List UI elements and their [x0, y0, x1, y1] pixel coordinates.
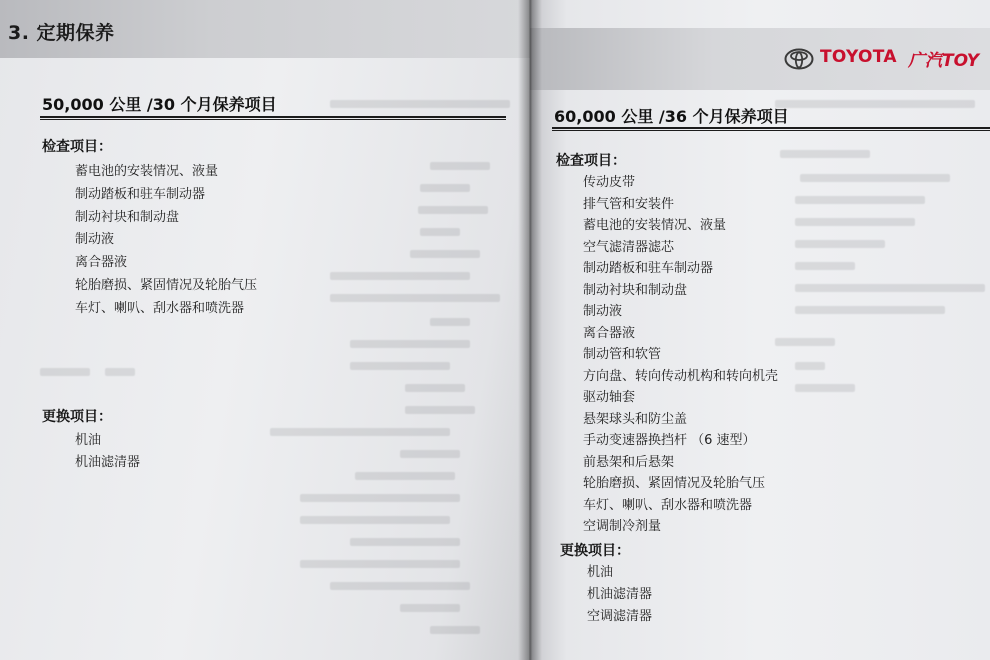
list-item: 离合器液	[75, 255, 128, 271]
list-item: 制动衬块和制动盘	[583, 282, 688, 298]
list-item: 蓄电池的安装情况、液量	[75, 164, 219, 179]
list-item: 空气滤清器滤芯	[583, 239, 675, 255]
list-item: 空调制冷剂量	[583, 519, 662, 534]
section-title-60000: 60,000 公里 /36 个月保养项目	[554, 107, 789, 126]
list-item: 前悬架和后悬架	[583, 454, 675, 470]
brand-name-cn: 广汽TOY	[908, 51, 980, 71]
list-item: 手动变速器换挡杆 （6 速型）	[583, 433, 756, 448]
list-item: 机油滤清器	[587, 587, 653, 602]
toyota-logo-icon	[784, 48, 814, 70]
list-item: 方向盘、转向传动机构和转向机壳	[583, 368, 779, 384]
list-item: 机油滤清器	[75, 455, 141, 470]
replace-item-list	[75, 430, 140, 474]
book-gutter-shadow	[518, 0, 542, 660]
list-item: 制动踏板和驻车制动器	[75, 186, 206, 202]
list-item: 轮胎磨损、紧固情况及轮胎气压	[583, 476, 766, 491]
list-item: 驱动轴套	[583, 390, 636, 405]
list-item: 制动液	[583, 304, 623, 319]
list-item: 制动液	[75, 232, 115, 248]
replace-heading: 更换项目：	[42, 409, 112, 425]
right-page	[530, 0, 990, 660]
list-item: 车灯、喇叭、刮水器和喷洗器	[75, 300, 245, 316]
list-item: 制动踏板和驻车制动器	[583, 261, 714, 276]
inspect-item-list	[75, 161, 257, 321]
list-item: 排气管和安装件	[583, 196, 675, 212]
list-item: 空调滤清器	[587, 609, 653, 624]
list-item: 机油	[75, 433, 102, 448]
replace-heading: 更换项目：	[560, 543, 630, 559]
list-item: 车灯、喇叭、刮水器和喷洗器	[583, 497, 753, 513]
list-item: 蓄电池的安装情况、液量	[583, 218, 727, 233]
section-title-rule	[40, 116, 506, 120]
inspect-heading: 检查项目：	[556, 153, 626, 169]
list-item: 传动皮带	[583, 175, 636, 190]
list-item: 制动衬块和制动盘	[75, 209, 180, 225]
list-item: 机油	[587, 565, 614, 580]
inspect-item-list	[583, 172, 778, 538]
list-item: 悬架球头和防尘盖	[583, 411, 688, 427]
inspect-heading: 检查项目：	[42, 139, 112, 155]
section-title-rule	[552, 127, 990, 131]
list-item: 制动管和软管	[583, 347, 662, 362]
section-title-50000: 50,000 公里 /30 个月保养项目	[42, 95, 277, 114]
chapter-title: 3. 定期保养	[8, 22, 115, 44]
list-item: 离合器液	[583, 325, 636, 341]
list-item: 轮胎磨损、紧固情况及轮胎气压	[75, 277, 258, 293]
replace-item-list	[587, 562, 652, 628]
brand-name: TOYOTA	[820, 47, 897, 67]
